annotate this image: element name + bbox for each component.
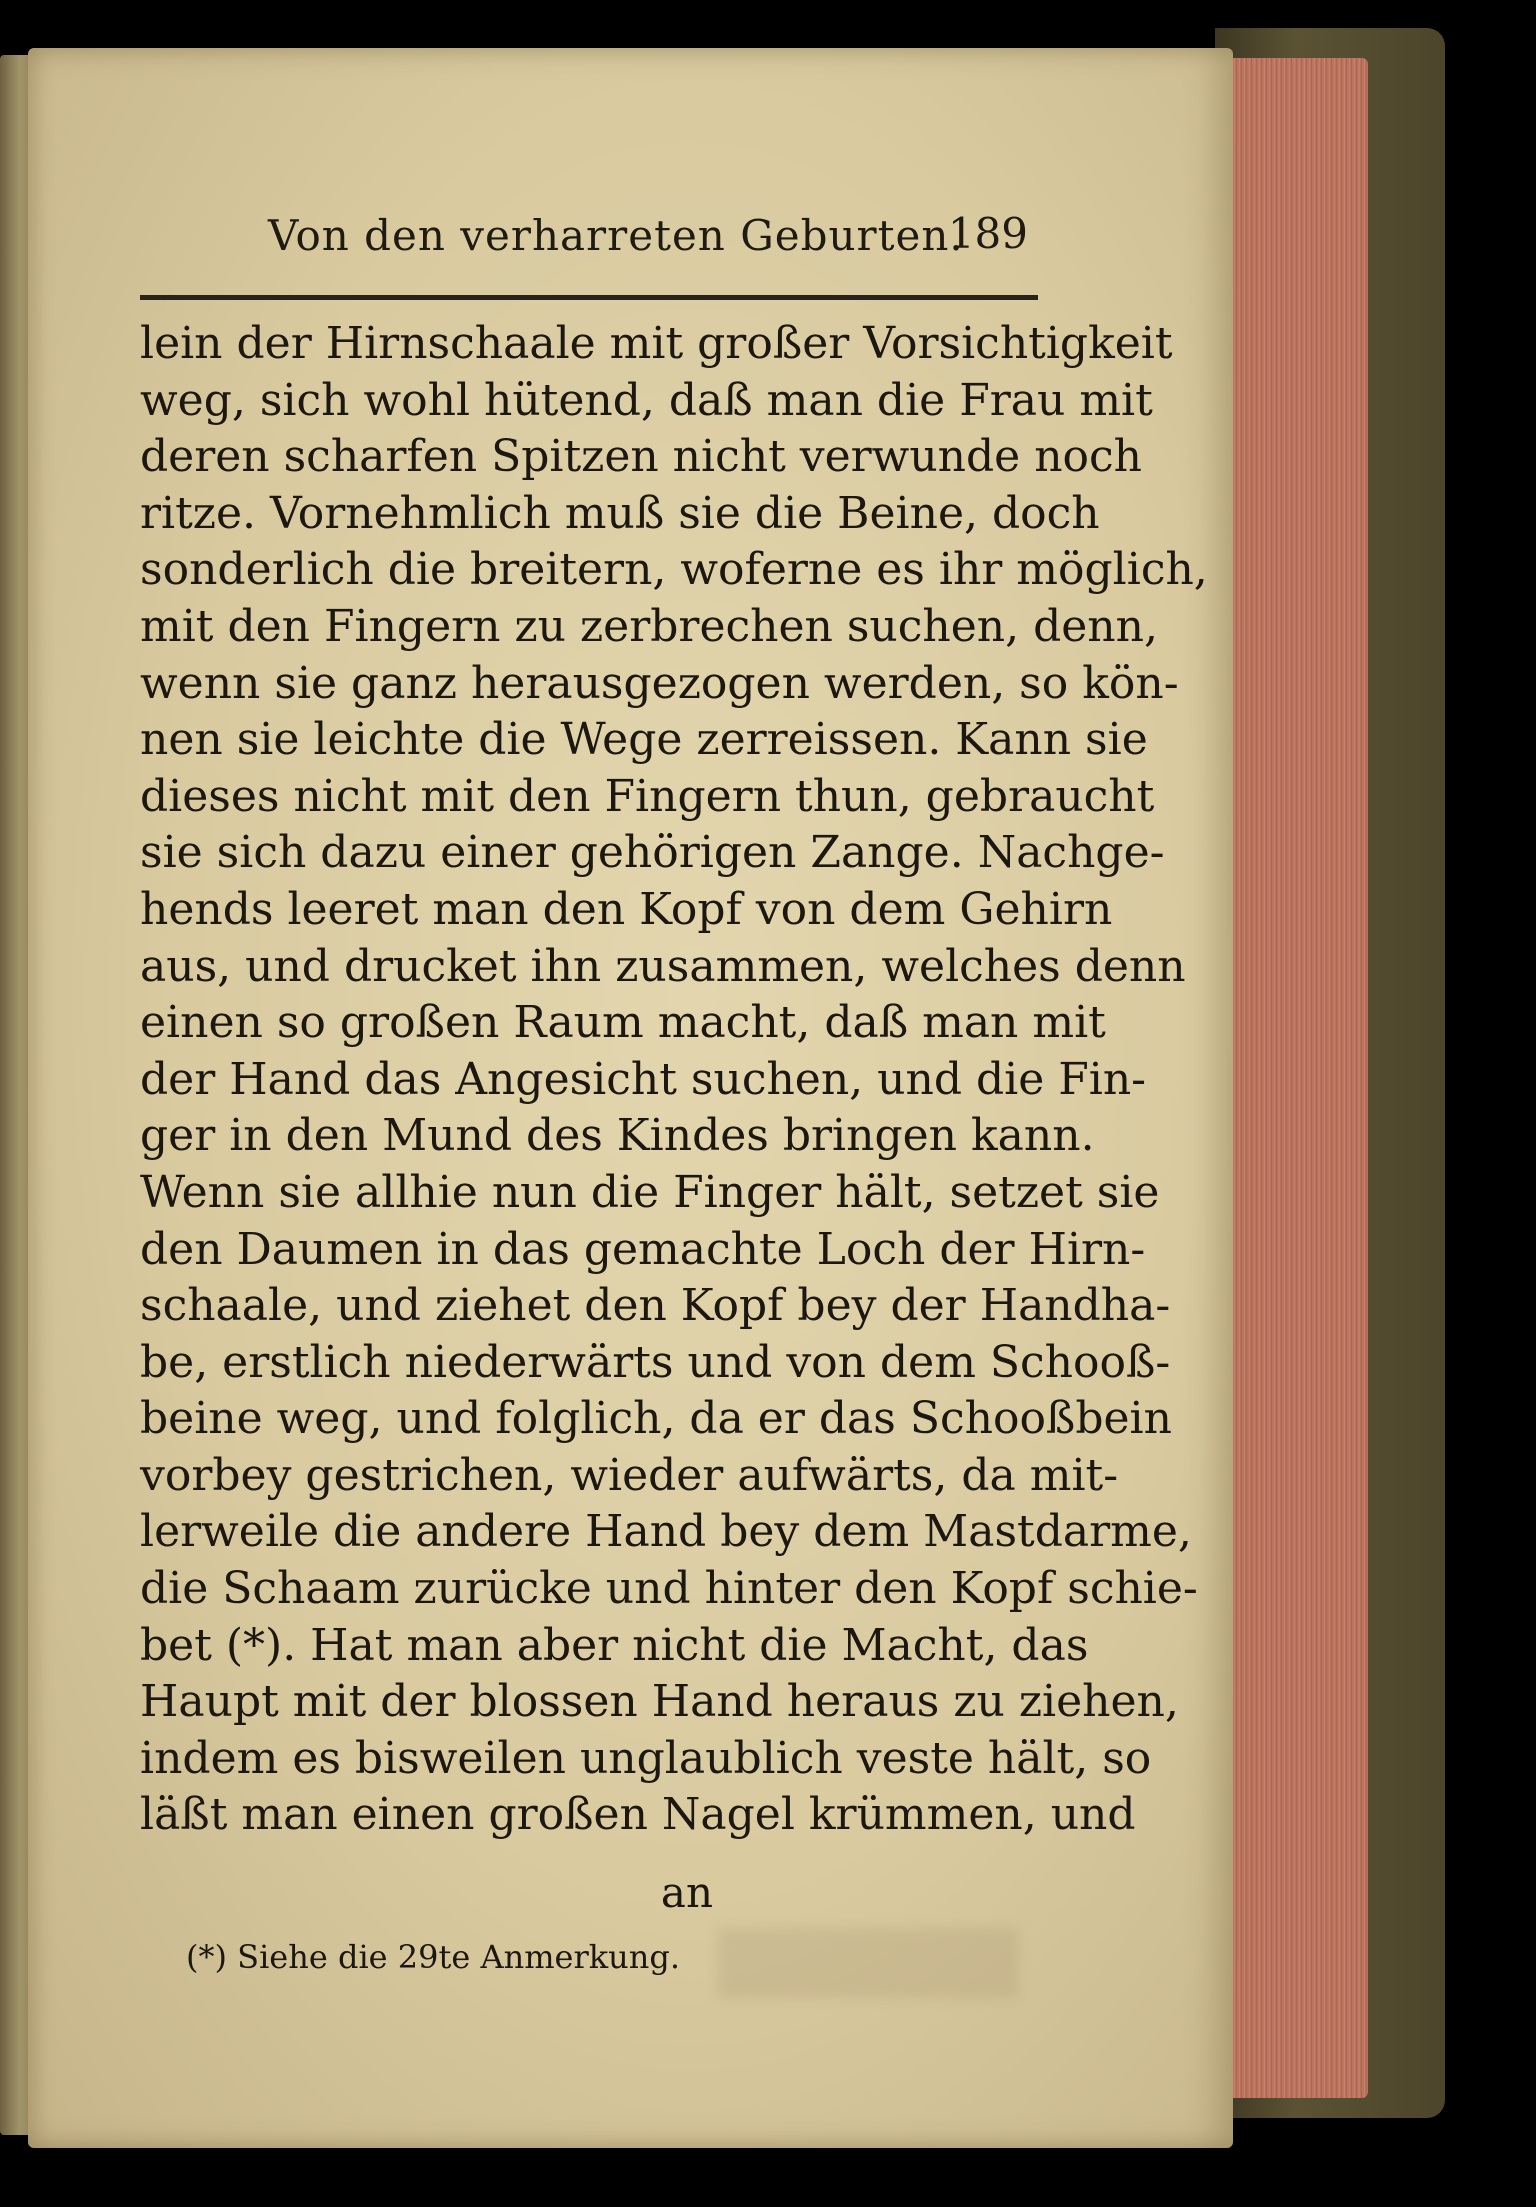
text-line: wenn sie ganz herausgezogen werden, so kön- xyxy=(140,657,1179,709)
header-rule xyxy=(140,295,1038,300)
text-line: mit den Fingern zu zerbrechen suchen, denn, xyxy=(140,600,1158,652)
book-page xyxy=(28,48,1233,2148)
bleed-through-shadow xyxy=(718,1928,1018,1998)
running-head-title: Von den verharreten Geburten. xyxy=(268,211,964,260)
text-line: den Daumen in das gemachte Loch der Hirn- xyxy=(140,1223,1146,1275)
text-line: vorbey gestrichen, wieder aufwärts, da mit- xyxy=(140,1449,1119,1501)
text-line: weg, sich wohl hütend, daß man die Frau mit xyxy=(140,374,1153,426)
page-number: 189 xyxy=(947,209,1028,258)
text-line: die Schaam zurücke und hinter den Kopf schie- xyxy=(140,1563,1198,1615)
page-edges xyxy=(1218,58,1368,2098)
body-text xyxy=(140,316,1208,1844)
footnote: (*) Siehe die 29te Anmerkung. xyxy=(186,1938,681,1976)
text-line: sie sich dazu einer gehörigen Zange. Nachge- xyxy=(140,827,1165,879)
text-line: dieses nicht mit den Fingern thun, gebraucht xyxy=(140,770,1155,822)
text-line: lerweile die andere Hand bey dem Mastdarme, xyxy=(140,1506,1192,1558)
text-line: indem es bisweilen unglaublich veste hält, so xyxy=(140,1732,1152,1784)
text-line: aus, und drucket ihn zusammen, welches denn xyxy=(140,940,1186,992)
running-head xyxy=(178,203,1038,263)
text-line: bet (*). Hat man aber nicht die Macht, das xyxy=(140,1619,1089,1671)
text-line: lein der Hirnschaale mit großer Vorsichtigkeit xyxy=(140,318,1173,369)
text-line: ritze. Vornehmlich muß sie die Beine, doch xyxy=(140,487,1100,539)
text-line: schaale, und ziehet den Kopf bey der Handha- xyxy=(140,1280,1171,1332)
text-line: läßt man einen großen Nagel krümmen, und xyxy=(140,1789,1136,1841)
catchword: an xyxy=(660,1868,713,1917)
text-line: der Hand das Angesicht suchen, und die Fin- xyxy=(140,1053,1147,1105)
text-line: Haupt mit der blossen Hand heraus zu ziehen, xyxy=(140,1676,1179,1728)
text-line: ger in den Mund des Kindes bringen kann. xyxy=(140,1110,1095,1162)
text-line: sonderlich die breitern, woferne es ihr möglich, xyxy=(140,544,1208,596)
text-line: be, erstlich niederwärts und von dem Schooß- xyxy=(140,1336,1171,1388)
text-line: beine weg, und folglich, da er das Schooßbein xyxy=(140,1393,1172,1445)
text-line: hends leeret man den Kopf von dem Gehirn xyxy=(140,883,1113,935)
text-line: deren scharfen Spitzen nicht verwunde noch xyxy=(140,431,1143,483)
text-line: nen sie leichte die Wege zerreissen. Kann sie xyxy=(140,714,1148,766)
text-line: Wenn sie allhie nun die Finger hält, setzet sie xyxy=(140,1166,1160,1218)
text-line: einen so großen Raum macht, daß man mit xyxy=(140,997,1106,1049)
